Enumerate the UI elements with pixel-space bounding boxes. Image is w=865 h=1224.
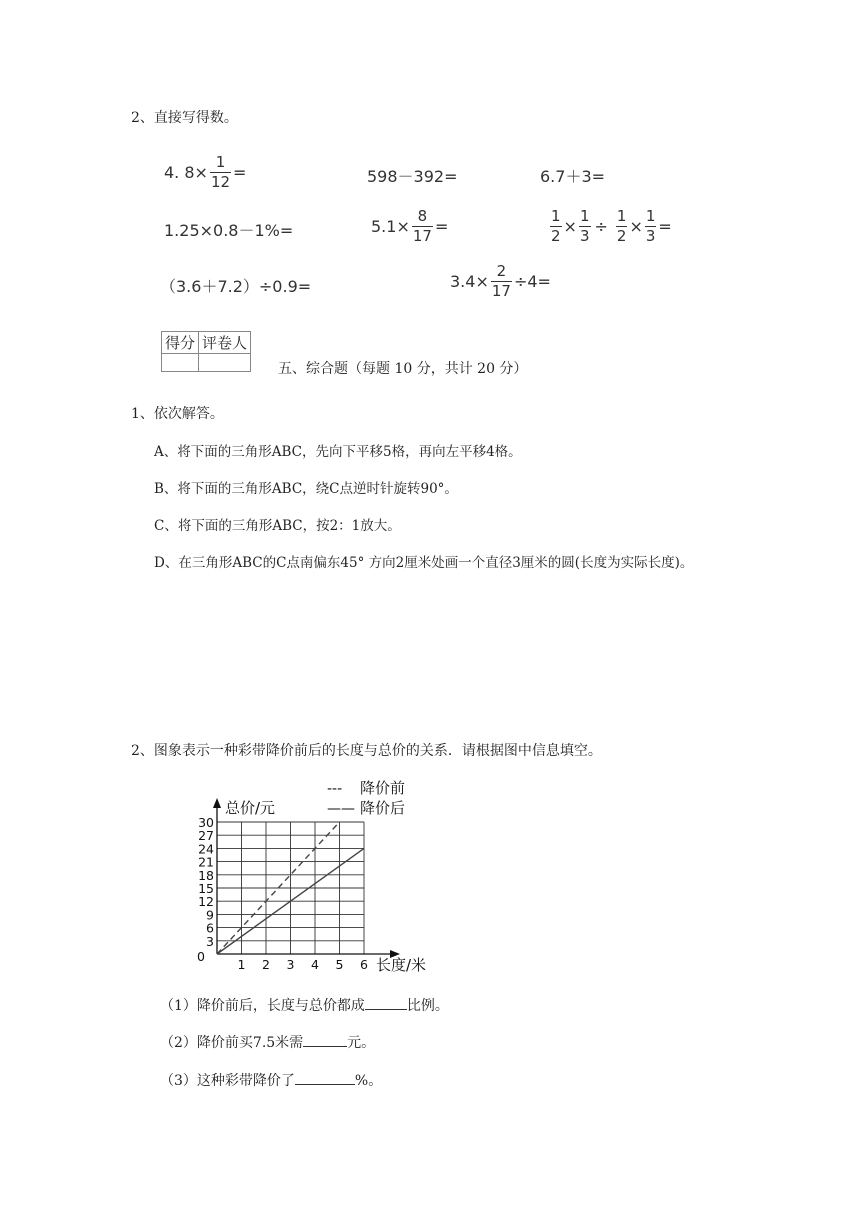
equals-sign: = <box>434 217 449 236</box>
x-tick-label: 6 <box>360 957 368 972</box>
x-tick-label: 2 <box>262 957 270 972</box>
y-axis-label: 总价/元 <box>225 799 276 817</box>
fill-1-prefix: （1）降价前后，长度与总价都成 <box>160 998 365 1014</box>
y-axis-arrow <box>213 798 221 808</box>
calc-item-1 <box>164 155 246 190</box>
denominator: 3 <box>579 227 590 245</box>
question-1-part-c: C、将下面的三角形ABC，按2：1放大。 <box>154 518 401 534</box>
y-tick-label: 9 <box>206 907 214 923</box>
calc-5-prefix: 5.1× <box>371 217 410 236</box>
denominator: 12 <box>210 173 231 191</box>
numerator: 1 <box>579 207 590 225</box>
legend-label-before: 降价前 <box>360 779 406 797</box>
question-1-part-a: A、将下面的三角形ABC，先向下平移5格，再向左平移4格。 <box>154 444 522 460</box>
denominator: 3 <box>645 227 656 245</box>
answer-blank-1[interactable] <box>365 1009 407 1010</box>
legend-label-after: 降价后 <box>360 799 406 817</box>
section-5-title: 五、综合题（每题 10 分，共计 20 分） <box>278 361 528 377</box>
operator: × <box>563 217 577 236</box>
fill-3-suffix: %。 <box>354 1073 383 1089</box>
y-tick-label: 6 <box>206 920 214 936</box>
fill-2-prefix: （2）降价前买7.5米需 <box>160 1035 304 1051</box>
calc-item-4: 1.25×0.8－1%= <box>164 221 294 240</box>
x-tick-label: 5 <box>335 957 344 972</box>
fill-3-prefix: （3）这种彩带降价了 <box>160 1073 295 1089</box>
calc-8-prefix: 3.4× <box>450 272 489 291</box>
answer-blank-3[interactable] <box>295 1084 355 1085</box>
fill-1-suffix: 比例。 <box>406 998 449 1014</box>
denominator: 17 <box>412 227 432 245</box>
score-box <box>161 331 251 372</box>
price-length-chart <box>190 772 450 980</box>
denominator: 17 <box>491 282 511 300</box>
denominator: 2 <box>551 227 561 245</box>
question-2b-title: 2、图象表示一种彩带降价前后的长度与总价的关系．请根据图中信息填空。 <box>131 743 602 759</box>
y-tick-label: 12 <box>198 894 214 910</box>
score-cell <box>162 354 199 372</box>
fill-2-suffix: 元。 <box>347 1035 376 1051</box>
fill-question-2 <box>160 1032 375 1052</box>
fraction <box>491 264 512 299</box>
numerator: 1 <box>215 153 226 171</box>
x-axis-label: 长度/米 <box>376 956 427 974</box>
y-tick-label: 27 <box>198 828 214 844</box>
calc-8-suffix: ÷4= <box>513 272 551 291</box>
fraction <box>210 155 231 190</box>
calc-item-3: 6.7＋3= <box>540 167 606 186</box>
legend-solid-sample: —— <box>327 801 355 817</box>
calc-item-8 <box>450 264 551 299</box>
question-1-part-d: D、在三角形ABC的C点南偏东45° 方向2厘米处画一个直径3厘米的圆(长度为实际长度)。 <box>154 555 694 571</box>
y-tick-label: 30 <box>198 815 214 830</box>
question-1-part-b: B、将下面的三角形ABC，绕C点逆时针旋转90°。 <box>154 481 458 497</box>
numerator: 8 <box>417 207 428 225</box>
calc-item-6 <box>548 209 672 244</box>
fill-question-3 <box>160 1070 382 1090</box>
y-tick-label: 24 <box>198 841 214 857</box>
origin-label: 0 <box>197 949 205 964</box>
y-tick-label: 3 <box>206 933 214 949</box>
question-2-title: 2、直接写得数。 <box>131 110 238 126</box>
legend-dash-sample: --- <box>327 781 343 797</box>
score-label: 得分 <box>162 332 199 354</box>
fraction <box>550 209 562 244</box>
y-tick-label: 18 <box>198 867 214 883</box>
fill-question-1 <box>160 995 449 1015</box>
calc-item-7: （3.6＋7.2）÷0.9= <box>160 277 312 296</box>
equals-sign: = <box>658 217 672 236</box>
grader-cell <box>199 354 251 372</box>
numerator: 1 <box>645 207 656 225</box>
operator: × <box>629 217 643 236</box>
calc-item-2: 598－392= <box>367 167 458 186</box>
y-tick-label: 15 <box>198 881 214 896</box>
operator: ÷ <box>594 217 608 236</box>
fraction <box>412 209 433 244</box>
x-tick-label: 4 <box>311 957 319 972</box>
grader-label: 评卷人 <box>199 332 251 354</box>
answer-blank-2[interactable] <box>303 1046 347 1047</box>
equals-sign: = <box>233 163 247 182</box>
numerator: 1 <box>551 207 561 225</box>
numerator: 1 <box>616 207 627 225</box>
denominator: 2 <box>616 227 627 245</box>
calc-1-prefix: 4. 8× <box>164 163 208 182</box>
fraction <box>616 209 628 244</box>
x-tick-label: 1 <box>237 957 246 972</box>
numerator: 2 <box>496 262 507 280</box>
fraction <box>645 209 657 244</box>
question-1-title: 1、依次解答。 <box>131 406 224 422</box>
fraction <box>579 209 591 244</box>
calc-item-5 <box>371 209 448 244</box>
y-tick-label: 21 <box>198 854 214 870</box>
x-tick-label: 3 <box>286 957 295 972</box>
